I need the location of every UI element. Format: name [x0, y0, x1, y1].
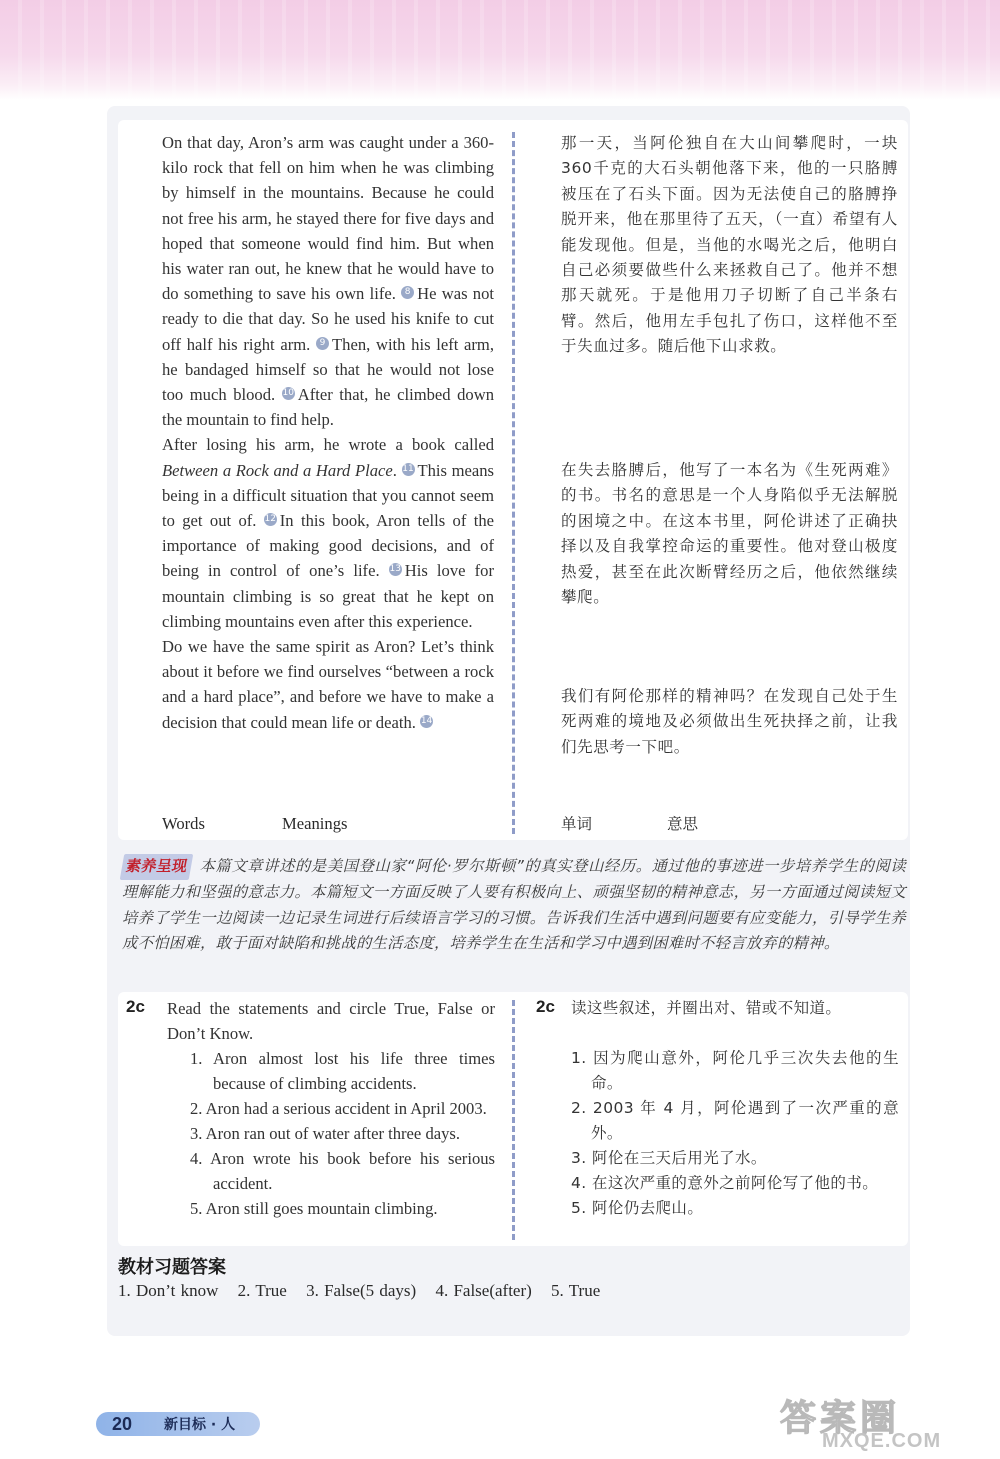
exercise-label: 2c [126, 997, 145, 1016]
book-title: Between a Rock and a Hard Place [162, 460, 393, 480]
translation-paragraph: 在失去胳膊后，他写了一本名为《生死两难》的书。书名的意思是一个人身陷似乎无法解脱的困境之中。在这本书里，阿伦讲述了正确抉择以及自我掌控命运的重要性。他对登山极度热爱，甚至在此次断臂经历之后，他依然继续攀爬。 [561, 461, 898, 607]
sentence-ref-marker: 11 [402, 463, 414, 474]
series-name: 新目标 · 人 [164, 1417, 236, 1433]
statement-item: 4. Aron wrote his book before his serious accident. [190, 1149, 495, 1193]
answer-item: 5. True [551, 1281, 601, 1300]
sentence-ref-marker: 10 [282, 388, 294, 399]
answer-item: 4. False(after) [435, 1281, 532, 1300]
statement-item: 3. Aron ran out of water after three days. [190, 1124, 461, 1143]
passage-text: . [392, 460, 402, 480]
passage-text: Then, with his left arm, he bandaged himself so that he would not lose too much blood. [162, 334, 494, 405]
words-label: Words [162, 814, 205, 833]
statement-item-cn: 5. 阿伦仍去爬山。 [571, 1199, 704, 1217]
passage-text: After that, he climbed down the mountain to find help. [162, 385, 495, 430]
statement-item-cn: 3. 阿伦在三天后用光了水。 [571, 1149, 767, 1167]
cn-meanings-label: 意思 [667, 815, 699, 833]
sentence-ref-marker: 9 [316, 337, 329, 350]
column-divider [512, 132, 515, 834]
english-passage [162, 130, 494, 735]
passage-text: This means being in a difficult situation that you cannot seem to get out of. [162, 460, 495, 531]
column-divider [512, 1000, 515, 1240]
answers-title: 教材习题答案 [118, 1257, 226, 1278]
page-number: 20 [112, 1414, 133, 1434]
answer-item: 1. Don’t know [118, 1281, 219, 1300]
exercise-label-cn: 2c [536, 997, 555, 1016]
exercise-instruction-cn: 读这些叙述，并圈出对、错或不知道。 [571, 999, 842, 1017]
exercise-chinese [571, 996, 899, 1221]
watermark-logo: 答案圈 [780, 1398, 901, 1439]
passage-paragraph [162, 130, 494, 432]
exercise-english [167, 996, 495, 1221]
literacy-text: 本篇文章讲述的是美国登山家“阿伦·罗尔斯顿”的真实登山经历。通过他的事迹进一步培养学生的阅读理解能力和坚强的意志力。本篇短文一方面反映了人要有积极向上、顽强坚韧的精神意志，另一方面通过阅读短文培养了学生一边阅读一边记录生词进行后续语言学习的习惯。告诉我们生活中遇到问题要有应变能力，引导学生养成不怕困难，敢于面对缺陷和挑战的生活态度，培养学生在生活和学习中遇到困难时不轻言放弃的精神。 [122, 857, 906, 953]
translation-paragraph: 那一天，当阿伦独自在大山间攀爬时，一块360千克的大石头朝他落下来，他的一只胳膊被压在了石头下面。因为无法使自己的胳膊挣脱开来，他在那里待了五天，（一直）希望有人能发现他。但是，当他的水喝光之后，他明白自己必须要做些什么来拯救自己了。他并不想那天就死。于是他用刀子切断了自己半条右臂。然后，他用左手包扎了伤口，这样他不至于失血过多。随后他下山求救。 [561, 134, 898, 356]
translation-paragraph: 我们有阿伦那样的精神吗？在发现自己处于生死两难的境地及必须做出生死抉择之前，让我们先思考一下吧。 [561, 687, 898, 756]
passage-text: He was not ready to die that day. So he used his knife to cut off half his right arm. [162, 284, 494, 354]
passage-text: On that day, Aron’s arm was caught under a 360-kilo rock that fell on him when he was climbing by himself in the mountains. Because he could not free his arm, he stayed there for five days and hoped that someone would find him. But when his water ran out, he knew that he would have to do something to save his own life. [162, 133, 494, 304]
sentence-ref-marker: 13 [389, 564, 401, 575]
statement-item-cn: 4. 在这次严重的意外之前阿伦写了他的书。 [571, 1174, 879, 1192]
statement-item: 1. Aron almost lost his life three times because of climbing accidents. [190, 1049, 495, 1093]
passage-paragraph [162, 432, 494, 634]
cn-words-label: 单词 [561, 815, 593, 833]
watermark [780, 1390, 990, 1452]
top-decorative-band [0, 0, 1000, 100]
statement-item: 2. Aron had a serious accident in April 2003. [190, 1099, 487, 1118]
passage-text: After losing his arm, he wrote a book called [162, 435, 494, 455]
passage-text: Do we have the same spirit as Aron? Let’s think about it before we find ourselves “between a rock and a hard place”, and before we have to make a decision that could mean life or death. [162, 637, 494, 732]
watermark-url: MXQE.COM [822, 1430, 942, 1452]
answer-item: 3. False(5 days) [306, 1281, 417, 1300]
meanings-label: Meanings [282, 814, 348, 833]
statement-item-cn: 1. 因为爬山意外，阿伦几乎三次失去他的生命。 [571, 1049, 899, 1092]
sentence-ref-marker: 8 [401, 286, 414, 299]
sentence-ref-marker: 12 [264, 514, 276, 525]
exercise-instruction: Read the statements and circle True, False or Don’t Know. [167, 999, 495, 1043]
passage-text: In this book, Aron tells of the importance of making good decisions, and of being in control of one’s life. [162, 511, 494, 581]
statement-item: 5. Aron still goes mountain climbing. [190, 1199, 438, 1218]
literacy-note [118, 850, 908, 986]
passage-text: His love for mountain climbing is so great that he kept on climbing mountains even after this experience. [162, 561, 494, 631]
answer-item: 2. True [237, 1281, 287, 1300]
answers-line [118, 1281, 614, 1301]
statement-item-cn: 2. 2003 年 4 月，阿伦遇到了一次严重的意外。 [571, 1099, 899, 1142]
literacy-badge: 素养呈现 [120, 854, 194, 880]
sentence-ref-marker: 14 [420, 715, 433, 726]
passage-paragraph [162, 634, 494, 735]
